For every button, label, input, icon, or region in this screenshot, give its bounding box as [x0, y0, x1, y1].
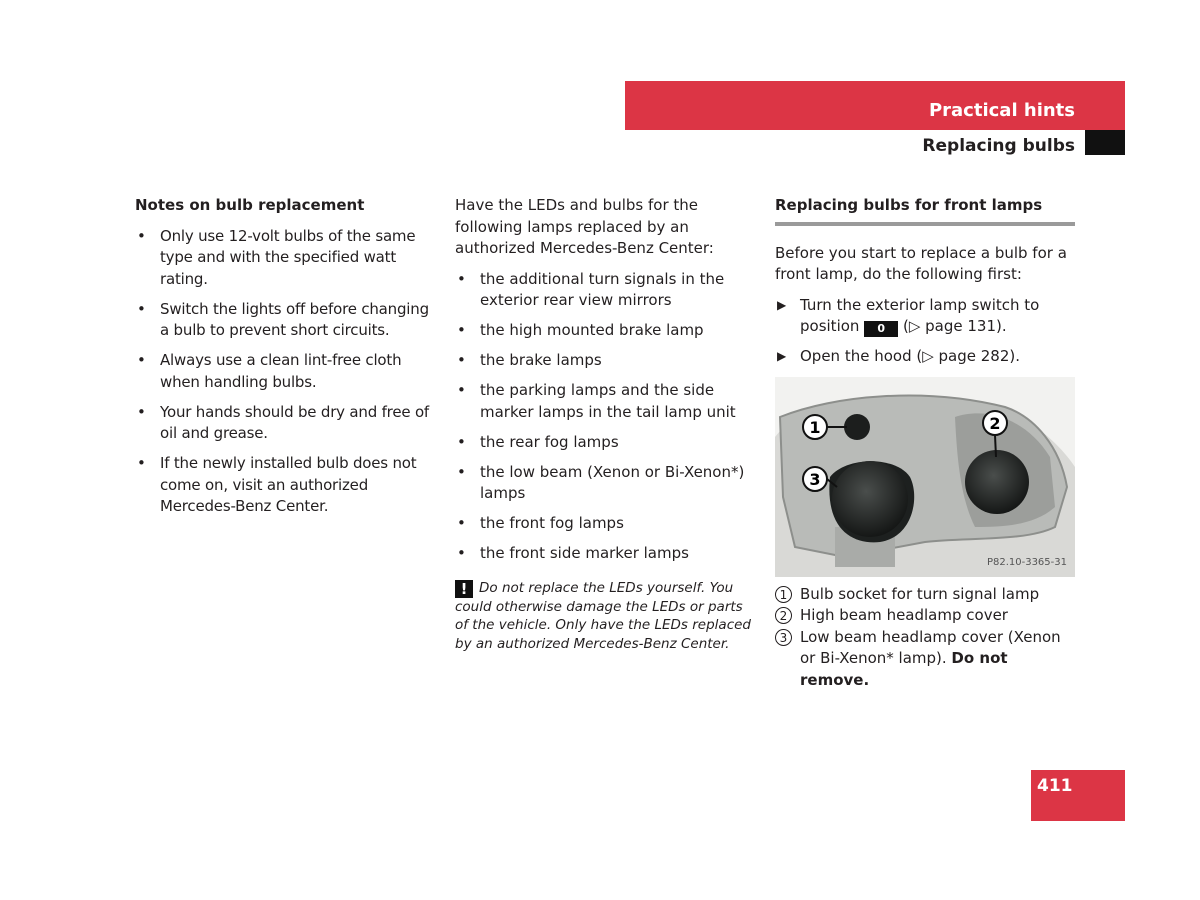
- list-item: • the front fog lamps: [455, 513, 755, 535]
- legend-text: Bulb socket for turn signal lamp: [800, 584, 1040, 603]
- list-item: • Switch the lights off before changing a bulb to prevent short circuits.: [135, 299, 437, 342]
- lamp-list: [455, 269, 755, 565]
- section-title: Practical hints: [928, 100, 1075, 121]
- front-lamps-intro: Before you start to replace a bulb for a front lamp, do the following first:: [775, 243, 1067, 283]
- legend-text: Low beam headlamp cover (Xenon or Bi-Xenon* lamp).: [800, 627, 1061, 667]
- warning-note: [455, 579, 755, 654]
- list-item: • the high mounted brake lamp: [455, 320, 755, 342]
- callout-number: 2: [775, 607, 792, 624]
- column-notes: [135, 195, 437, 526]
- list-item: • If the newly installed bulb does not come on, visit an authorized Mercedes-Benz Center.: [135, 453, 437, 518]
- list-item: • the brake lamps: [455, 350, 755, 372]
- notes-list: [135, 226, 437, 518]
- warning-icon: !: [455, 580, 473, 598]
- page-number: 411: [1037, 776, 1073, 796]
- list-item: • Your hands should be dry and free of oil and grease.: [135, 402, 437, 445]
- callout-line: [995, 435, 996, 457]
- legend-text: High beam headlamp cover: [800, 606, 1008, 624]
- front-lamps-heading: Replacing bulbs for front lamps: [775, 195, 1075, 226]
- switch-position-symbol: 0: [864, 321, 898, 337]
- list-item: • the rear fog lamps: [455, 432, 755, 454]
- subsection-title: Replacing bulbs: [922, 136, 1075, 156]
- headlamp-photo: [775, 377, 1075, 577]
- callout-label: 1: [809, 417, 821, 437]
- list-item: • the low beam (Xenon or Bi-Xenon*) lamps: [455, 462, 755, 505]
- callout-number: 1: [775, 586, 792, 603]
- legend-item: [775, 584, 1075, 606]
- triangle-right-icon: ▶: [777, 297, 787, 312]
- figure-legend: [775, 584, 1075, 692]
- header-black-tab: [1085, 130, 1125, 155]
- callout-label: 3: [809, 469, 821, 489]
- headlamp-illustration: [775, 377, 1075, 577]
- notes-heading: Notes on bulb replacement: [135, 196, 365, 214]
- figure-code: P82.10-3365-31: [986, 557, 1067, 568]
- list-item: • the parking lamps and the side marker lamps in the tail lamp unit: [455, 380, 755, 423]
- callout-number: 3: [775, 629, 792, 646]
- column-front-lamps: [775, 195, 1075, 691]
- callout-label: 2: [989, 413, 1001, 433]
- step-item: [775, 295, 1075, 338]
- legend-item: [775, 605, 1075, 627]
- step-list: [775, 295, 1075, 368]
- legend-warning: Do not remove.: [800, 649, 1008, 689]
- warning-text: Do not replace the LEDs yourself. You could otherwise damage the LEDs or parts of the vehicle. Only have the LEDs replaced by an authorized Mercedes-Benz Center.: [455, 579, 752, 652]
- list-item: • Only use 12-volt bulbs of the same type and with the specified watt rating.: [135, 226, 437, 291]
- page-reference: (▷ page 131).: [902, 317, 1007, 335]
- column-led-lamps: [455, 195, 755, 653]
- list-item: • the front side marker lamps: [455, 543, 755, 565]
- step-text: Open the hood (▷ page 282).: [800, 347, 1021, 365]
- triangle-right-icon: ▶: [777, 349, 787, 363]
- step-item: [775, 346, 1075, 368]
- led-intro: Have the LEDs and bulbs for the following lamps replaced by an authorized Mercedes-Benz Center:: [455, 196, 714, 257]
- legend-item: [775, 627, 1075, 692]
- step-text: Turn the exterior lamp switch to position: [800, 295, 1040, 335]
- list-item: • Always use a clean lint-free cloth when handling bulbs.: [135, 350, 437, 393]
- list-item: • the additional turn signals in the exterior rear view mirrors: [455, 269, 755, 312]
